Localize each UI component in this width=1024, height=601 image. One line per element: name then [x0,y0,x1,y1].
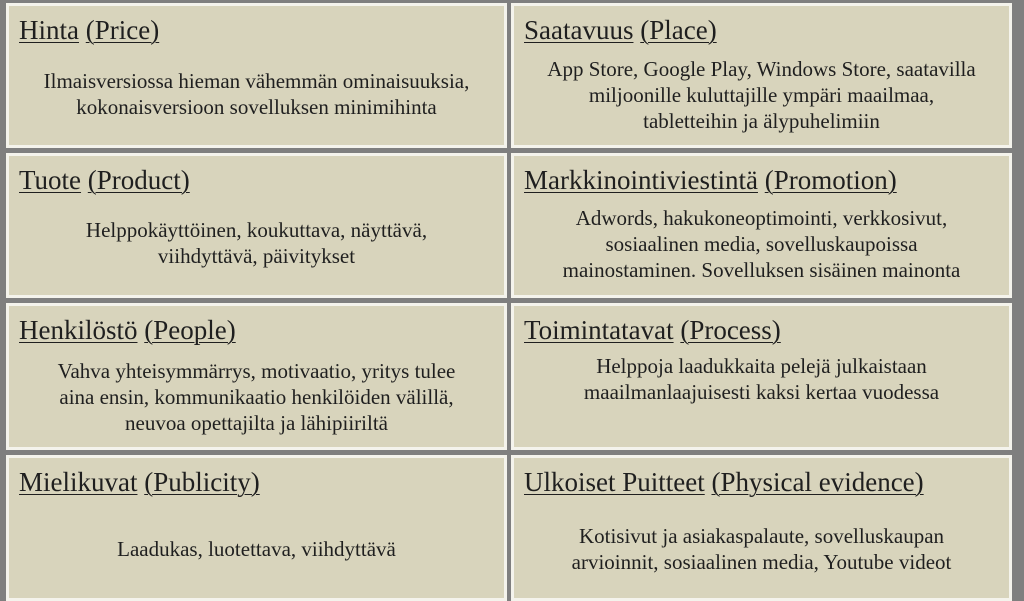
title-english: (Price) [85,15,160,45]
cell-place [511,3,1012,148]
body-line: Helppoja laadukkaita pelejä julkaistaan [596,354,927,378]
body-line: neuvoa opettajilta ja lähipiiriltä [125,411,388,435]
title-english: (Physical evidence) [711,467,924,497]
body-line: maailmanlaajuisesti kaksi kertaa vuodessa [583,380,940,404]
cell-title [524,314,781,346]
body-line: kokonaisversioon sovelluksen minimihinta [76,95,437,119]
title-english: (Promotion) [764,165,897,195]
title-english: (Process) [680,315,781,345]
body-line: aina ensin, kommunikaatio henkilöiden välillä, [59,385,454,409]
cell-title [19,314,236,346]
title-english: (Publicity) [144,467,260,497]
body-line: viihdyttävä, päivitykset [157,244,356,268]
title-finnish: Henkilöstö [19,315,138,345]
cell-body [518,205,1005,283]
cell-title [19,164,190,196]
cell-body [13,358,500,436]
cell-process [511,303,1012,450]
title-finnish: Saatavuus [524,15,634,45]
body-line: arvioinnit, sosiaalinen media, Youtube videot [571,550,952,574]
cell-promotion [511,153,1012,298]
body-line: mainostaminen. Sovelluksen sisäinen mainonta [562,258,961,282]
title-finnish: Markkinointiviestintä [524,165,758,195]
body-line: Ilmaisversiossa hieman vähemmän ominaisuuksia, [43,69,470,93]
cell-title [524,466,924,498]
body-line: miljoonille kuluttajille ympäri maailmaa, [588,83,935,107]
cell-body [13,68,500,120]
cell-title [524,164,897,196]
body-line: App Store, Google Play, Windows Store, saatavilla [547,57,976,81]
cell-body [13,217,500,269]
cell-body [13,536,500,562]
body-line: Laadukas, luotettava, viihdyttävä [117,537,396,561]
body-line: Vahva yhteisymmärrys, motivaatio, yritys tulee [57,359,456,383]
cell-body [518,523,1005,575]
cell-publicity [6,455,507,601]
cell-body [518,353,1005,405]
body-line: Kotisivut ja asiakaspalaute, sovelluskaupan [578,524,945,548]
cell-body [518,56,1005,134]
cell-physical-evidence [511,455,1012,601]
body-line: sosiaalinen media, sovelluskaupoissa [605,232,918,256]
body-line: Helppokäyttöinen, koukuttava, näyttävä, [85,218,428,242]
title-finnish: Tuote [19,165,82,195]
cell-price [6,3,507,148]
title-finnish: Ulkoiset Puitteet [524,467,705,497]
body-line: tabletteihin ja älypuhelimiin [643,109,880,133]
cell-title [524,14,717,46]
title-english: (Place) [640,15,717,45]
cell-title [19,466,260,498]
cell-product [6,153,507,298]
title-finnish: Toimintatavat [524,315,674,345]
title-finnish: Hinta [19,15,79,45]
cell-title [19,14,159,46]
body-line: Adwords, hakukoneoptimointi, verkkosivut, [575,206,948,230]
title-english: (Product) [87,165,190,195]
title-english: (People) [144,315,236,345]
cell-people [6,303,507,450]
title-finnish: Mielikuvat [19,467,138,497]
